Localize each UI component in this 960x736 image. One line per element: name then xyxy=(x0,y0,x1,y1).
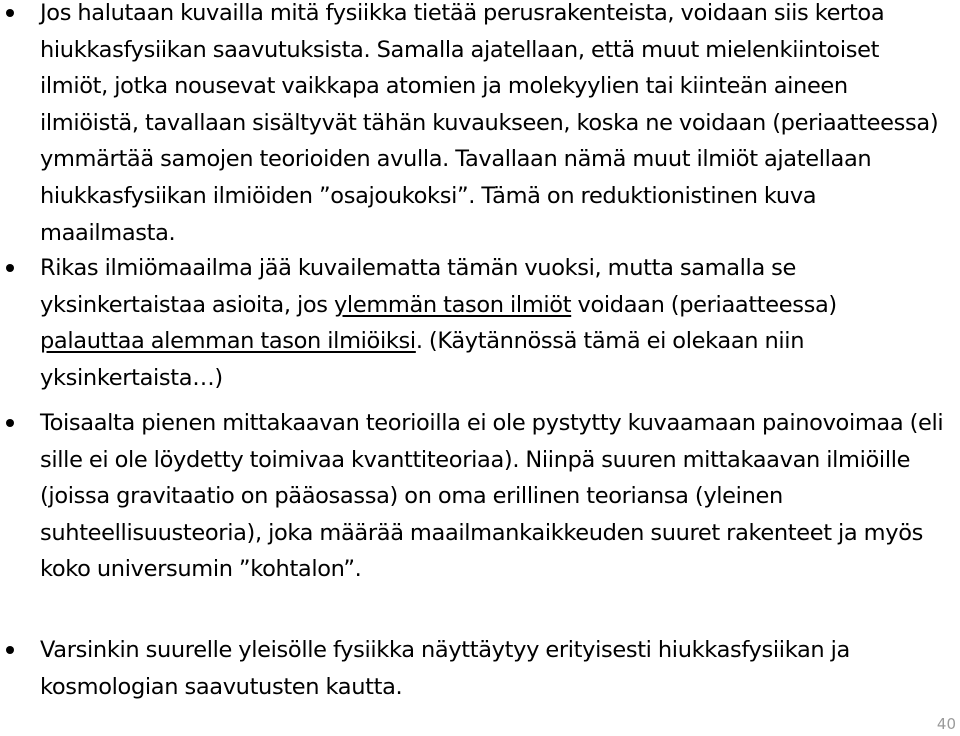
bullet-text: Toisaalta pienen mittakaavan teorioilla ei ole pystytty kuvaamaan painovoimaa (eli sille ei ole löydetty toimivaa kvanttiteoriaa). Niinpä suuren mittakaavan ilmiöille (joissa gravitaatio on pääosassa) on oma erillinen teoriansa (yleinen suhteellisuusteoria), joka määrää maailmankaikkeuden suuret rakenteet ja myös koko universumin ”kohtalon”. xyxy=(40,410,944,583)
bullet-text-part: Rikas ilmiömaailma jää kuvailematta tämän vuoksi, mutta samalla se yksinkertaistaa asioita, jos xyxy=(40,255,797,318)
bullet-item-phenomena xyxy=(0,250,960,396)
underlined-phrase: palauttaa alemman tason ilmiöiksi xyxy=(40,328,416,355)
bullet-text: Jos halutaan kuvailla mitä fysiikka tietää perusrakenteista, voidaan siis kertoa hiukkasfysiikan saavutuksista. Samalla ajatellaan, että muut mielenkiintoiset ilmiöt, jotka nousevat vaikkapa atomien ja molekyylien tai kiinteän aineen ilmiöistä, tavallaan sisältyvät tähän kuvaukseen, koska ne voidaan (periaatteessa) ymmärtää samojen teorioiden avulla. Tavallaan nämä muut ilmiöt ajatellaan hiukkasfysiikan ilmiöiden ”osajoukoksi”. Tämä on reduktionistinen kuva maailmasta. xyxy=(40,0,939,246)
bullet-text: Varsinkin suurelle yleisölle fysiikka näyttäytyy erityisesti hiukkasfysiikan ja kosmologian saavutusten kautta. xyxy=(40,637,850,700)
bullet-item-gravity xyxy=(0,405,960,588)
bullet-text-part: . (Käytännössä tämä ei olekaan niin yksinkertaista…) xyxy=(40,328,805,391)
bullet-text-part: voidaan (periaatteessa) xyxy=(571,291,837,318)
page-number: 40 xyxy=(936,715,956,733)
underlined-phrase: ylemmän tason ilmiöt xyxy=(333,291,572,318)
bullet-item-public xyxy=(0,632,960,705)
bullet-item-reductionism xyxy=(0,0,960,251)
